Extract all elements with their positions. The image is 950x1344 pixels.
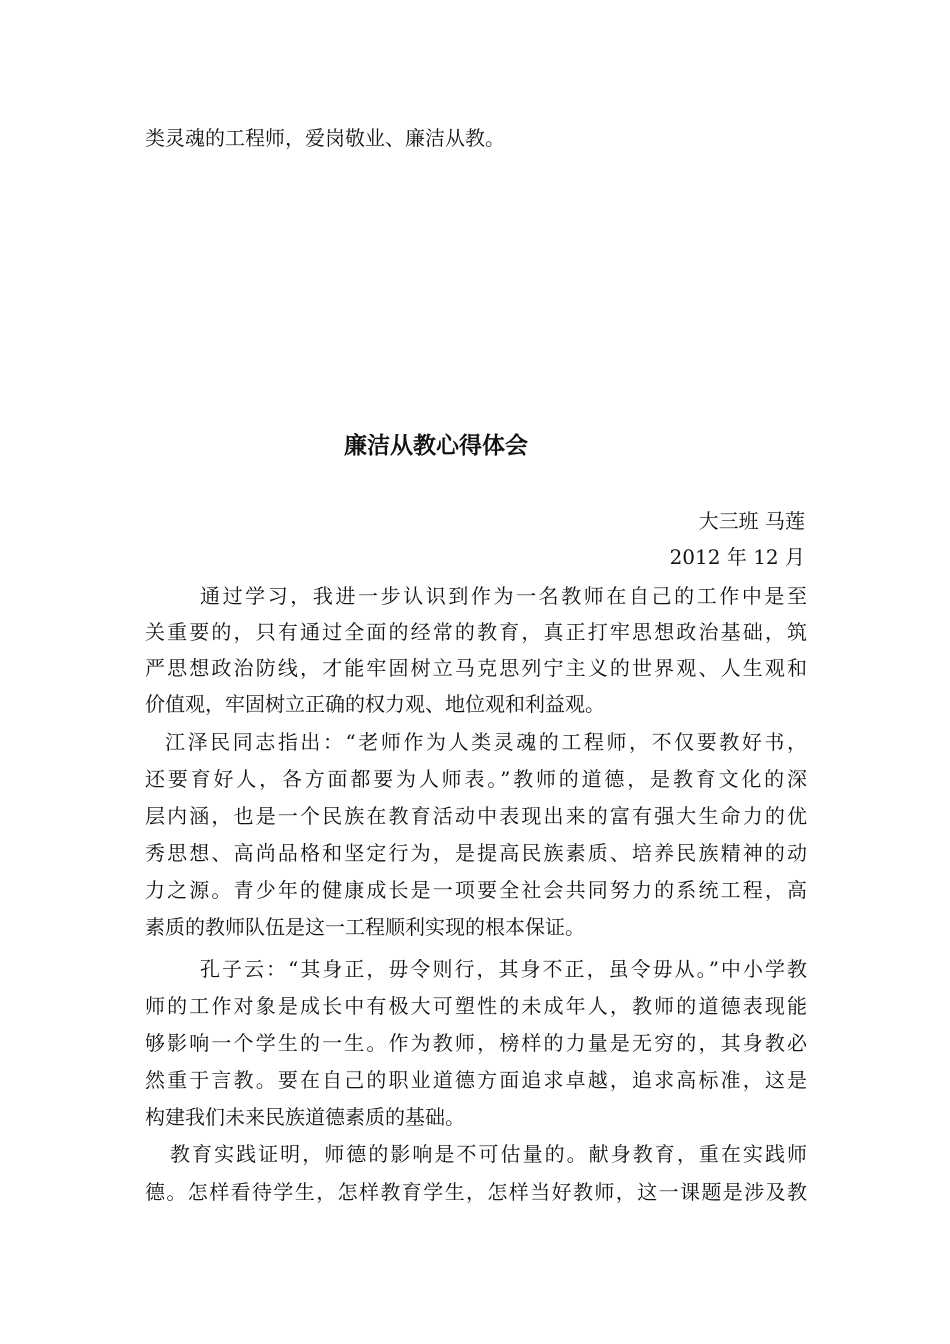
paragraph-2-line-3: 层内涵，也是一个民族在教育活动中表现出来的富有强大生命力的优 bbox=[145, 804, 807, 828]
date-line: 2012 年 12 月 bbox=[669, 545, 805, 569]
paragraph-1-line-3: 严思想政治防线，才能牢固树立马克思列宁主义的世界观、人生观和 bbox=[145, 656, 807, 680]
document-title: 廉洁从教心得体会 bbox=[344, 433, 528, 459]
paragraph-3-line-1: 孔子云：“其身正，毋令则行，其身不正，虽令毋从。”中小学教 bbox=[200, 957, 807, 981]
paragraph-2-line-1: 江泽民同志指出：“老师作为人类灵魂的工程师，不仅要教好书， bbox=[165, 730, 807, 754]
paragraph-3-line-5: 构建我们未来民族道德素质的基础。 bbox=[145, 1105, 465, 1129]
paragraph-1-line-4: 价值观，牢固树立正确的权力观、地位观和利益观。 bbox=[145, 692, 605, 716]
paragraph-4-line-1: 教育实践证明，师德的影响是不可估量的。献身教育，重在实践师 bbox=[170, 1142, 807, 1166]
author-line: 大三班 马莲 bbox=[698, 509, 805, 533]
paragraph-3-line-4: 然重于言教。要在自己的职业道德方面追求卓越，追求高标准，这是 bbox=[145, 1068, 807, 1092]
paragraph-1-line-2: 关重要的，只有通过全面的经常的教育，真正打牢思想政治基础，筑 bbox=[145, 620, 807, 644]
paragraph-2-line-2: 还要育好人，各方面都要为人师表。”教师的道德，是教育文化的深 bbox=[145, 767, 807, 791]
paragraph-3-line-2: 师的工作对象是成长中有极大可塑性的未成年人，教师的道德表现能 bbox=[145, 994, 807, 1018]
paragraph-4-line-2: 德。怎样看待学生，怎样教育学生，怎样当好教师，这一课题是涉及教 bbox=[145, 1180, 807, 1204]
paragraph-3-line-3: 够影响一个学生的一生。作为教师，榜样的力量是无穷的，其身教必 bbox=[145, 1031, 807, 1055]
paragraph-2-line-4: 秀思想、高尚品格和坚定行为，是提高民族素质、培养民族精神的动 bbox=[145, 841, 807, 865]
previous-section-tail: 类灵魂的工程师，爱岗敬业、廉洁从教。 bbox=[145, 126, 505, 150]
paragraph-1-line-1: 通过学习，我进一步认识到作为一名教师在自己的工作中是至 bbox=[200, 584, 807, 608]
paragraph-2-line-6: 素质的教师队伍是这一工程顺利实现的根本保证。 bbox=[145, 915, 585, 939]
paragraph-2-line-5: 力之源。青少年的健康成长是一项要全社会共同努力的系统工程，高 bbox=[145, 878, 807, 902]
